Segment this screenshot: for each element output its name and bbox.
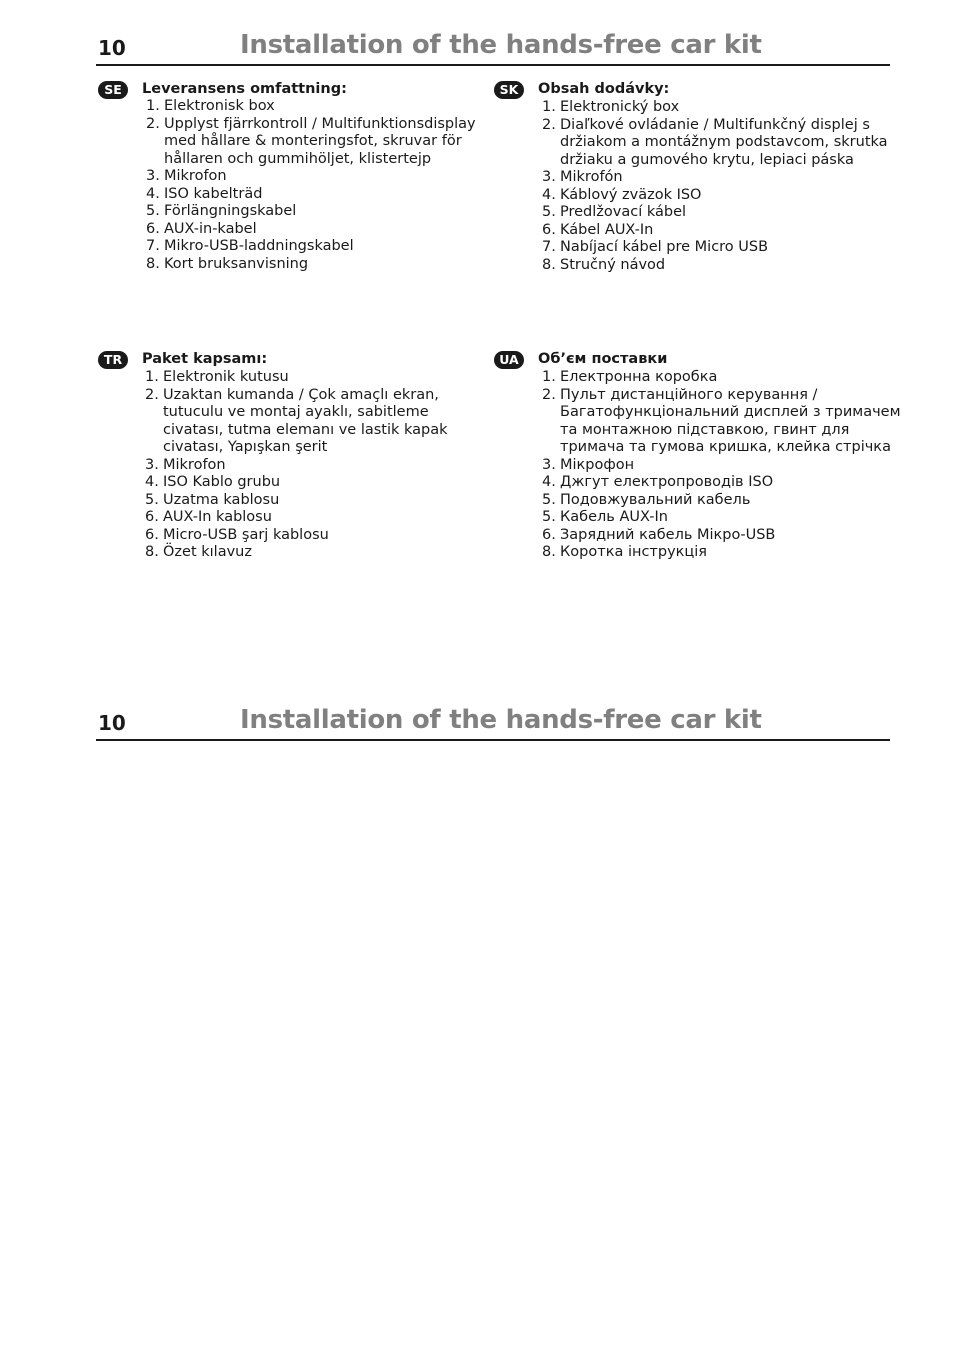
item-text: Elektronik kutusu — [163, 369, 289, 385]
page-header-top — [96, 24, 890, 66]
item-number: 4. — [542, 474, 556, 490]
item-text: Пульт дистанційного керування / Багатофункціональний дисплей з тримачем та монтажною підставкою, гвинт для тримача та гумова кришка, клейка стрічка — [560, 386, 901, 455]
item-text: Кабель AUX-In — [560, 509, 668, 525]
item-number: 2. — [146, 115, 160, 132]
item-text: Özet kılavuz — [163, 544, 252, 560]
list-item — [145, 527, 465, 545]
list-item — [542, 387, 912, 457]
contents-list — [146, 98, 486, 273]
item-text: Kort bruksanvisning — [164, 255, 309, 272]
item-text: Коротка інструкція — [560, 544, 708, 560]
item-number: 8. — [542, 544, 556, 560]
item-number: 3. — [146, 168, 160, 184]
item-number: 7. — [146, 238, 160, 254]
item-number: 1. — [145, 369, 159, 385]
contents-list — [542, 99, 892, 274]
list-item — [542, 492, 912, 510]
list-item — [542, 369, 912, 387]
item-text: AUX-in-kabel — [164, 220, 257, 237]
list-item — [145, 474, 465, 492]
item-text: Elektronisk box — [164, 98, 275, 114]
language-badge-tr: TR — [98, 351, 128, 369]
page-title: Installation of the hands-free car kit — [240, 30, 762, 60]
contents-list — [542, 369, 912, 562]
item-number: 4. — [542, 186, 556, 203]
item-number: 6. — [542, 221, 556, 238]
list-item — [542, 457, 912, 475]
page-number: 10 — [98, 36, 126, 60]
item-text: Micro-USB şarj kablosu — [163, 526, 329, 543]
item-number: 6. — [542, 526, 556, 543]
item-number: 5. — [542, 509, 556, 525]
item-text: Káblový zväzok ISO — [560, 186, 702, 203]
list-item — [542, 239, 892, 257]
list-item — [145, 492, 465, 510]
item-number: 1. — [542, 369, 556, 385]
item-number: 2. — [542, 386, 556, 403]
item-number: 8. — [145, 544, 159, 560]
list-item — [146, 116, 486, 169]
page-header-bottom — [96, 699, 890, 741]
list-item — [146, 168, 486, 186]
item-text: Подовжувальний кабель — [560, 491, 751, 508]
list-item — [145, 369, 465, 387]
item-text: Uzaktan kumanda / Çok amaçlı ekran, tutuculu ve montaj ayaklı, sabitleme civatası, tutma elemanı ve lastik kapak civatası, Yapışkan şerit — [163, 386, 448, 455]
language-badge-ua: UA — [494, 351, 524, 369]
item-text: Upplyst fjärrkontroll / Multifunktionsdisplay med hållare & monteringsfot, skruvar för hållaren och gummihöljet, klistertejp — [164, 115, 476, 167]
item-text: Мікрофон — [560, 456, 635, 473]
list-item — [542, 509, 912, 527]
list-item — [145, 509, 465, 527]
section-title: Об’єм поставки — [538, 351, 668, 367]
item-text: Mikrofon — [163, 456, 226, 473]
item-number: 5. — [542, 204, 556, 220]
list-item — [542, 474, 912, 492]
contents-list — [145, 369, 465, 562]
item-number: 4. — [145, 474, 159, 490]
list-item — [542, 169, 892, 187]
item-number: 5. — [146, 203, 160, 219]
list-item — [542, 99, 892, 117]
section-title: Obsah dodávky: — [538, 81, 670, 97]
item-number: 8. — [542, 256, 556, 273]
list-item — [542, 544, 912, 562]
item-text: Mikrofón — [560, 169, 623, 185]
item-text: Uzatma kablosu — [163, 491, 280, 508]
item-text: Nabíjací kábel pre Micro USB — [560, 239, 769, 255]
section-title: Leveransens omfattning: — [142, 81, 347, 97]
item-number: 6. — [145, 526, 159, 543]
list-item — [146, 221, 486, 239]
page-number: 10 — [98, 711, 126, 735]
list-item — [146, 238, 486, 256]
item-number: 2. — [145, 386, 159, 403]
list-item — [146, 98, 486, 116]
item-text: Mikrofon — [164, 168, 227, 184]
item-text: ISO kabelträd — [164, 185, 263, 202]
page-title: Installation of the hands-free car kit — [240, 705, 762, 735]
item-number: 1. — [542, 99, 556, 115]
list-item — [542, 117, 892, 170]
list-item — [542, 187, 892, 205]
item-number: 4. — [146, 185, 160, 202]
item-text: Kábel AUX-In — [560, 221, 654, 238]
item-number: 1. — [146, 98, 160, 114]
item-text: Електронна коробка — [560, 369, 718, 385]
list-item — [145, 544, 465, 562]
item-text: AUX-In kablosu — [163, 509, 272, 525]
item-number: 3. — [145, 456, 159, 473]
item-number: 5. — [542, 491, 556, 508]
list-item — [146, 203, 486, 221]
list-item — [145, 457, 465, 475]
item-text: Зарядний кабель Мікро-USB — [560, 526, 776, 543]
section-title: Paket kapsamı: — [142, 351, 268, 367]
item-number: 6. — [145, 509, 159, 525]
language-badge-se: SE — [98, 81, 128, 99]
item-text: Mikro-USB-laddningskabel — [164, 238, 354, 254]
item-text: Джгут електропроводів ISO — [560, 474, 774, 490]
list-item — [542, 204, 892, 222]
item-text: Predlžovací kábel — [560, 204, 687, 220]
list-item — [146, 256, 486, 274]
item-text: Diaľkové ovládanie / Multifunkčný displej s držiakom a montážnym podstavcom, skrutka držiaku a gumového krytu, lepiaci páska — [560, 116, 888, 168]
list-item — [145, 387, 465, 457]
item-text: Förlängningskabel — [164, 203, 297, 219]
item-number: 2. — [542, 116, 556, 133]
list-item — [146, 186, 486, 204]
list-item — [542, 527, 912, 545]
item-number: 8. — [146, 255, 160, 272]
list-item — [542, 222, 892, 240]
item-text: Stručný návod — [560, 256, 666, 273]
item-text: ISO Kablo grubu — [163, 474, 281, 490]
item-number: 3. — [542, 456, 556, 473]
item-number: 7. — [542, 239, 556, 255]
language-badge-sk: SK — [494, 81, 524, 99]
item-number: 3. — [542, 169, 556, 185]
item-text: Elektronický box — [560, 99, 680, 115]
list-item — [542, 257, 892, 275]
item-number: 6. — [146, 220, 160, 237]
item-number: 5. — [145, 491, 159, 508]
